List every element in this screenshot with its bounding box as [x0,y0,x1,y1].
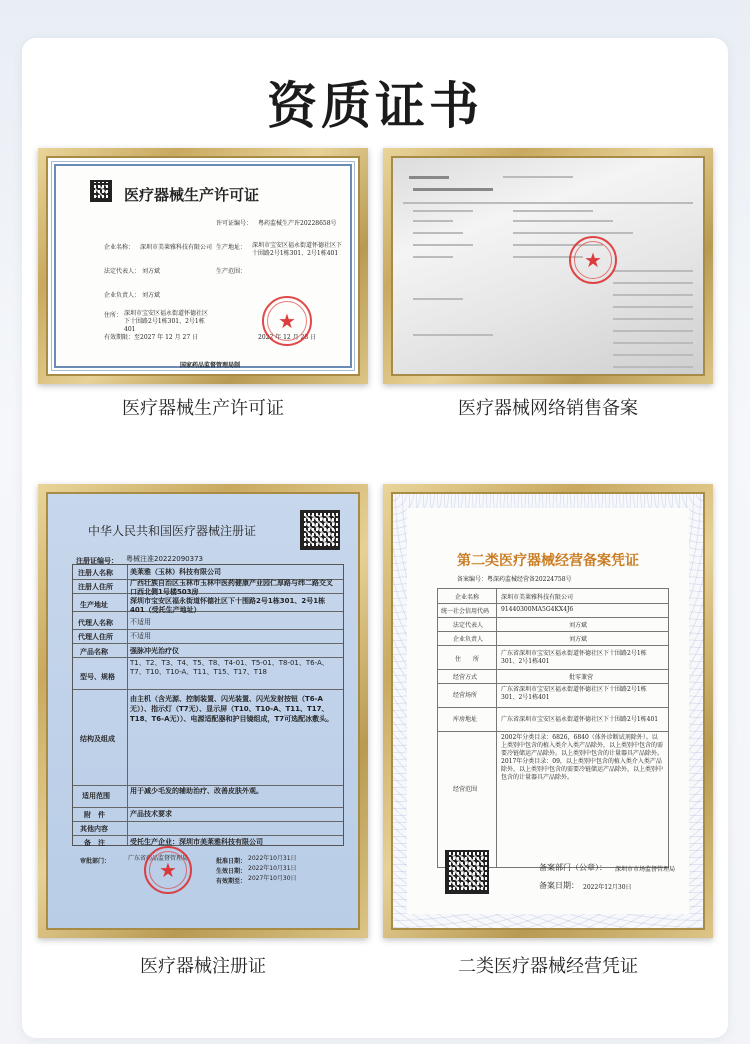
cert-title: 中华人民共和国医疗器械注册证 [88,524,257,538]
cert-title: 第二类医疗器械经营备案凭证 [457,553,639,569]
certificate-image-production-license: 医疗器械生产许可证 许可证编号： 粤药监械生产许20228658号 企业名称： 深圳市美莱雅科技有限公司 生产地址： 深圳市宝安区福永街道怀德社区下十围路2号1栋301、2号1栋401 法定代表人： 刘方斌 生产范围： 企业负责人： 刘方斌 住所： 深圳市宝安区福永街道怀德社区下十围路2号1栋301、2号1栋401 有效期限：至 2027 年 12 月 27 日 2022 年 12 月 28 日 ★ 国家药品监督管理局制 [46,156,360,376]
certificate-frame-business-filing[interactable] [383,484,713,938]
red-seal-icon: ★ [144,846,192,894]
red-seal-icon: ★ [569,236,617,284]
qr-code-icon [300,510,340,550]
cert-title: 医疗器械生产许可证 [124,186,260,204]
page-title: 资质证书 [267,77,483,135]
qr-code-icon [445,850,489,894]
caption-business-filing: 二类医疗器械经营凭证 [458,956,638,977]
caption-registration: 医疗器械注册证 [140,956,266,977]
caption-production-license: 医疗器械生产许可证 [122,398,284,419]
certificate-image-business-filing: 第二类医疗器械经营备案凭证 备案编号： 粤深药监械经营备20224758号 企业名称 深圳市美莱雅科技有限公司 统一社会信用代码 91440300MA5G4KX4J6 法定代表人 刘方斌 企业负责人 刘方斌 住 所 广东省深圳市宝安区福永街道怀德社区下十围路2号1栋301、2号1栋401 经营方式 批零兼营 经营场所 广东省深圳市宝安区福永街道怀德社区下十围路2号1栋301、2号1栋401 库房地址 广东省深圳市宝安区福永街道怀德社区下十围路2号1栋401 经营范围 2002年分类目录：6826，6840（体外诊断试剂除外）。以上类别中包含的植入类介入类产品除外，以上类别中包含的需要冷链储运产品除外。以上类别中包含的计量器具产品除外。2017年分类目录：09，以上类别中包含的植入类介入类产品除外，以上类别中包含的需要冷链储运产品除外，以上类别中包含的计量器具产品除外。 备案部门（公章）： 深圳市市场监督管理局 备案日期： 2022年12月30日 [391,492,705,930]
certificate-image-registration: 中华人民共和国医疗器械注册证 注册证编号： 粤械注准20222090373 注册人名称 美莱雅（玉林）科技有限公司 注册人住所 广西壮族自治区玉林市玉林中医药健康产业园仁厚路与纬二路交叉口西北侧1号楼503房 生产地址 深圳市宝安区福永街道怀德社区下十围路2号1栋301、2号1栋401（受托生产地址） 代理人名称 不适用 代理人住所 不适用 产品名称 强脉冲光治疗仪 型号、规格 T1、T2、T3、T4、T5、T8、T4-01、T5-01、T8-01、T6-A、T7、T10、T10-A、T11、T15、T17、T18 结构及组成 由主机（含光源、控制装置、闪光装置、闪光发射按钮（T6-A无））、指示灯（T7无）、显示屏（T10、T10-A、T11、T17、T18、T6-A无））、电源适配器和护目镜组成，T7可选配冰敷头。 适用范围 用于减少毛发的辅助治疗、改善皮肤外观。 附 件 产品技术要求 其他内容 备 注 受托生产企业：深圳市美莱雅科技有限公司 审批部门： 广东省药品监督管理局 批准日期： 2022年10月31日 生效日期： 2022年10月31日 有效期至： 2027年10月30日 ★ [46,492,360,930]
certificate-frame-online-sales[interactable] [383,148,713,384]
certificate-image-online-sales [391,156,705,376]
certificate-frame-production-license[interactable] [38,148,368,384]
certificate-frame-registration[interactable] [38,484,368,938]
caption-online-sales: 医疗器械网络销售备案 [458,398,638,419]
qr-code-icon [90,180,112,202]
red-seal-icon: ★ [262,296,312,346]
